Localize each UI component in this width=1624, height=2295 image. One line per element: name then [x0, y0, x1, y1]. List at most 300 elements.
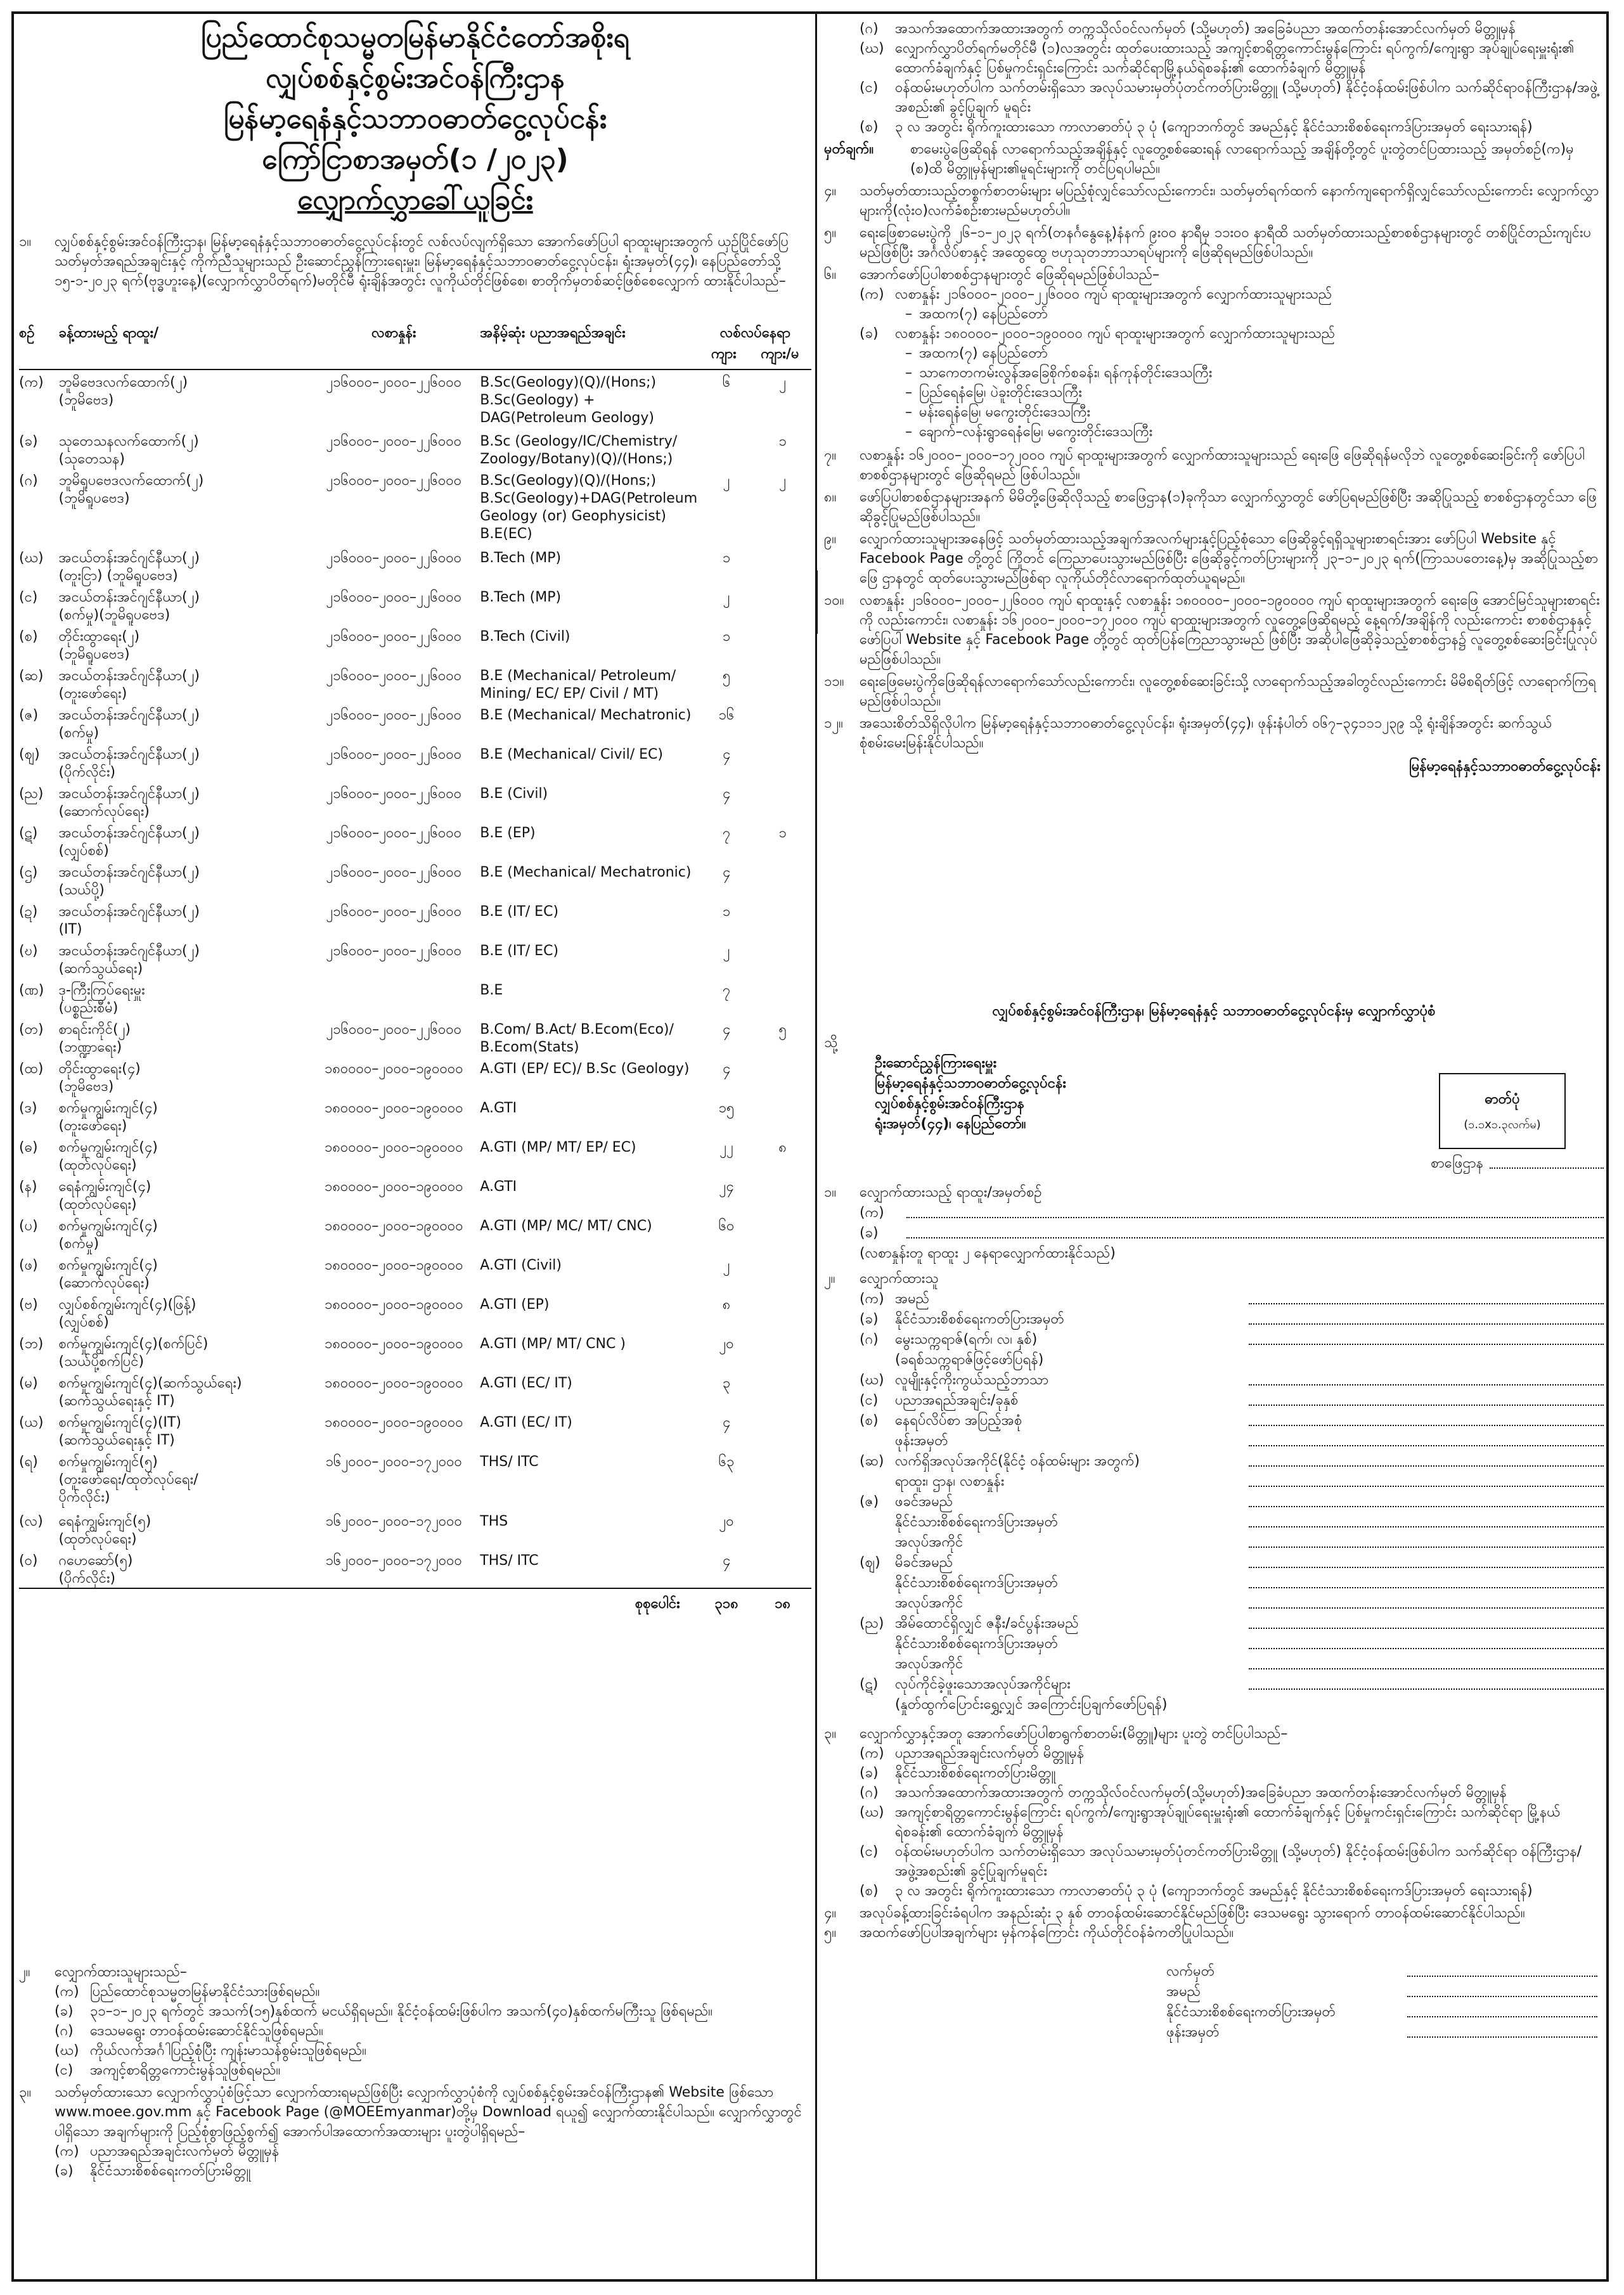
applicant-field — [824, 1472, 1604, 1492]
cell-no: (ဌ) — [19, 865, 38, 880]
attachment-item-text: အကျင့်စာရိတ္တကောင်းမွန်ကြောင်း ရပ်ကွက်/ကျေးရွာအုပ်ချုပ်ရေးမှူးရုံး၏ ထောက်ခံချက်နှင့် ပြစ်မှုကင်းရှင်းကြောင်း သက်ဆိုင်ရာ မြို့နယ်ရဲစခန်း၏ ထောက်ခံချက် မိတ္တူမှန် — [895, 1804, 1561, 1840]
cell-qualification: A.GTI (EP/ EC)/ B.Sc (Geology) — [480, 1061, 690, 1077]
header-line-2: လျှပ်စစ်နှင့်စွမ်းအင်ဝန်ကြီးဌာန — [266, 62, 565, 94]
header-line-1: ပြည်ထောင်စုသမ္မတမြန်မာနိုင်ငံတော်အစိုးရ — [201, 22, 629, 54]
field-input[interactable] — [1249, 1289, 1604, 1304]
cell-qualification: THS/ ITC — [480, 1553, 539, 1569]
cell-salary: ၁၈၀၀၀၀–၂၀၀၀–၁၉၀၀၀၀ — [324, 1100, 463, 1116]
eligibility-item — [19, 2021, 805, 2041]
cell-position: လျှပ်စစ်ကျွမ်းကျင်(၄)(ဖြန့်) (လျှပ်စစ်) — [58, 1297, 197, 1330]
applicant-field — [824, 1533, 1604, 1553]
applicant-field — [824, 1350, 1604, 1370]
cell-male: ၄ — [722, 747, 731, 762]
field-label: အလုပ်အကိုင် — [895, 1595, 963, 1611]
cell-position: စက်မှုကျွမ်းကျင်(၄) (ထုတ်လုပ်ရေး) — [58, 1140, 158, 1173]
field-label: ပညာအရည်အချင်း/ခုနှစ် — [895, 1392, 1019, 1408]
cell-either — [754, 1332, 811, 1371]
col-header-position: ခန့်ထားမည့် ရာထူး/ — [58, 323, 307, 370]
cell-salary: ၂၁၆၀၀၀–၂၀၀၀–၂၂၆၀၀၀ — [326, 589, 462, 605]
eligibility-item-label: (က) — [55, 1984, 79, 2000]
table-row — [19, 703, 811, 742]
total-label: စုစုပေါင်း — [480, 1588, 699, 1615]
field-label: လုပ်ကိုင်ခဲ့ဖူးသောအလုပ်အကိုင်များ — [895, 1676, 1071, 1692]
form-s3-items — [824, 1744, 1601, 1901]
cell-male: ၄ — [722, 1415, 731, 1430]
cell-no: (ခ) — [19, 434, 38, 449]
col-header-qualification: အနိမ့်ဆုံး ပညာအရည်အချင်း — [480, 323, 699, 370]
field-input[interactable] — [1249, 1472, 1604, 1487]
paragraph-text: အောက်ဖော်ပြပါစာစစ်ဌာနများတွင် ဖြေဆိုရမည်ဖြစ်ပါသည်– — [860, 267, 1160, 283]
attachment-item — [19, 2142, 805, 2161]
cell-qualification: B.E (Mechanical/ Mechatronic) — [480, 865, 692, 880]
field-input[interactable] — [1249, 1411, 1604, 1426]
cell-either — [754, 1253, 811, 1292]
section-3-items — [19, 2142, 805, 2181]
cell-male: ၁ — [722, 629, 731, 645]
eligibility-item — [19, 1982, 805, 2002]
address-line: ရုံးအမှတ်(၄၄)၊ နေပြည်တော်။ — [875, 1116, 1026, 1132]
signature-row — [1166, 1962, 1597, 1982]
cell-either: ၂ — [779, 375, 787, 390]
cell-qualification: B.Tech (MP) — [480, 550, 562, 566]
cell-male: ၁၆ — [718, 707, 735, 723]
field-input[interactable] — [1249, 1533, 1604, 1548]
cell-salary: ၂၁၆၀၀၀–၂၀၀၀–၂၂၆၀၀၀ — [326, 473, 462, 489]
table-row — [19, 1174, 811, 1214]
field-label-letter: (ဂ) — [860, 1332, 879, 1347]
cell-salary: ၂၁၆၀၀၀–၂၀၀၀–၂၂၆၀၀၀ — [326, 1022, 462, 1038]
form-s5-number: ၅။ — [824, 1925, 837, 1941]
field-label: ဖုန်းအမှတ် — [895, 1433, 948, 1449]
field-label-letter: (ဆ) — [860, 1453, 884, 1469]
cell-position: အငယ်တန်းအင်ဂျင်နီယာ(၂) (ဆောက်လုပ်ရေး) — [58, 786, 200, 820]
note — [824, 139, 1601, 179]
cell-no: (ဂ) — [19, 473, 38, 489]
note-text: စာမေးပွဲဖြေဆိုရန် လာရောက်သည့်အချိန်နှင့် လူတွေ့စစ်ဆေးရန် လာရောက်သည့် အချိန်တို့တွင် ပူးတွဲတင်ပြထားသည့် အမှတ်စဉ်(က)မှ (စ)ထိ မိတ္တူမှန်များ၏မူရင်းများကို တင်ပြရပါမည်။ — [910, 141, 1574, 177]
table-row — [19, 664, 811, 703]
cell-no: (န) — [19, 1179, 37, 1195]
paragraph-text: လျှောက်ထားသူများအနေဖြင့် သတ်မှတ်ထားသည့်အချက်အလက်များနှင့်ပြည့်စုံသော ဖြေဆိုခွင့်ရရှိသူများစာရင်းအား ဖော်ပြပါ Website နှင့် Facebook Page တို့တွင် ကြိုတင် ကြေညာပေးသွားမည်ဖြစ်ပြီး ဖြေဆိုခွင့်ကတ်ပြားများကို ၂၃–၁–၂၀၂၃ ရက်(ကြာသပတေးနေ့)မှ အဆိုပြုသည့်စာဖြေ ဌာနတွင် ထုတ်ပေးသွားမည်ဖြစ်ရာ လူကိုယ်တိုင်လာရောက်ထုတ်ယူရမည်။ — [860, 531, 1599, 586]
cell-position: ဂဟေဆော်(၅) (ပိုက်လိုင်း) — [58, 1553, 133, 1586]
cell-either — [754, 1509, 811, 1548]
cell-no: (ဘ) — [19, 1336, 44, 1352]
cell-either — [754, 585, 811, 624]
cell-qualification: B.E (IT/ EC) — [480, 943, 559, 959]
cell-position: ဘူမိရူပဗေဒလက်ထောက်(၂) (ဘူမိရူပဗေဒ) — [58, 473, 204, 506]
field-input[interactable] — [1249, 1391, 1604, 1406]
form-s2-number: ၂။ — [824, 1271, 835, 1287]
cell-male: ၆ — [722, 375, 731, 390]
attachment-item — [824, 117, 1601, 137]
cell-salary: ၁၈၀၀၀၀–၂၀၀၀–၁၉၀၀၀၀ — [324, 1061, 463, 1077]
cell-male: ၃ — [722, 1375, 731, 1391]
field-input[interactable] — [1249, 1553, 1604, 1568]
eligibility-item-text: ကိုယ်လက်အင်္ဂါပြည့်စုံပြီး ကျန်းမာသန်စွမ်းသူဖြစ်ရမည်။ — [90, 2043, 366, 2059]
cell-male: ၁ — [722, 904, 731, 920]
cell-no: (ဇ) — [19, 707, 39, 723]
attachment-item-text: ၃ လ အတွင်း ရိုက်ကူးထားသော ကာလာဓာတ်ပုံ ၃ ပုံ (ကျောဘက်တွင် အမည်နှင့် နိုင်ငံသားစိစစ်ရေးကဒ်ပြားအမှတ် ရေးသားရန်) — [895, 119, 1533, 135]
cell-salary: ၂၁၆၀၀၀–၂၀၀၀–၂၂၆၀၀၀ — [326, 707, 462, 723]
cell-either — [754, 899, 811, 939]
table-row — [19, 1410, 811, 1450]
cell-no: (တ) — [19, 1022, 44, 1038]
attachment-item — [824, 19, 1601, 39]
applicant-field — [824, 1391, 1604, 1411]
attachment-item — [824, 1783, 1601, 1803]
cell-qualification: A.GTI (MP/ MC/ MT/ CNC) — [480, 1218, 652, 1234]
paragraph-number: ၄။ — [824, 183, 837, 199]
cell-either: ၂ — [779, 473, 787, 489]
field-input[interactable] — [1249, 1573, 1604, 1588]
cell-no: (ဒ) — [19, 1100, 37, 1116]
position-choice-1-input[interactable] — [906, 1203, 1604, 1218]
signature-label: ဖုန်းအမှတ် — [1166, 2024, 1220, 2040]
exam-center-item: – သာကေတကမ်းလွန်အခြေစိုက်စခန်း၊ ရန်ကုန်တိုင်းဒေသကြီး — [824, 363, 1601, 383]
cell-qualification: A.GTI (EP) — [480, 1297, 550, 1313]
field-input[interactable] — [1249, 1593, 1604, 1609]
attachment-item-text: ဝန်ထမ်းမဟုတ်ပါက သက်တမ်းရှိသော အလုပ်သမားမှတ်ပုံတင်ကတ်ပြားမိတ္တူ (သို့မဟုတ်) နိုင်ငံ့ဝန်ထမ်းဖြစ်ပါက သက်ဆိုင်ရာဝန်ကြီးဌာန/အဖွဲ့အစည်း၏ ခွင့်ပြုချက် မူရင်း — [895, 80, 1598, 115]
cell-qualification: A.GTI (EC/ IT) — [480, 1375, 572, 1391]
signature-input[interactable] — [1407, 1982, 1597, 1997]
cell-male: ၄ — [722, 1553, 731, 1569]
cell-qualification: B.Tech (MP) — [480, 589, 562, 605]
table-row — [19, 1509, 811, 1548]
applicant-field — [824, 1695, 1604, 1715]
attachment-item — [824, 1803, 1601, 1842]
cell-salary: ၂၁၆၀၀၀–၂၀၀၀–၂၂၆၀၀၀ — [326, 668, 462, 684]
col-header-vacancy — [699, 323, 811, 370]
cell-qualification: B.E (Mechanical/ Petroleum/ Mining/ EC/ EP/ Civil / MT) — [480, 668, 676, 702]
field-input[interactable] — [1249, 1614, 1604, 1629]
field-label: အမည် — [895, 1291, 930, 1307]
cell-male: ၂၂ — [719, 1140, 733, 1155]
section-2 — [19, 1962, 805, 1982]
paragraph-number: ၉။ — [824, 531, 837, 547]
eligibility-item-label: (င) — [55, 2062, 74, 2078]
field-label: (နှုတ်ထွက်ပြောင်းရွှေ့လျှင် အကြောင်းပြချက်ဖော်ပြရန်) — [895, 1697, 1168, 1713]
attachment-item-label: (ခ) — [860, 1765, 879, 1781]
table-row — [19, 860, 811, 899]
cell-qualification: B.Sc (Geology/IC/Chemistry/ Zoology/Botany)(Q)/(Hons;) — [480, 434, 678, 467]
form-s3-number: ၃။ — [824, 1726, 837, 1742]
cell-position: စက်မှုကျွမ်းကျင်(၄)(ဆက်သွယ်ရေး) (ဆက်သွယ်ရေးနှင့် IT) — [58, 1375, 242, 1409]
cell-salary: ၂၁၆၀၀၀–၂၀၀၀–၂၂၆၀၀၀ — [326, 550, 462, 566]
paragraphs-4-6 — [824, 181, 1601, 285]
attachment-item-label: (ခ) — [55, 2163, 74, 2179]
form-s1-note-text: (လစာနှုန်းတူ ရာထူး ၂ နေရာလျှောက်ထားနိုင်သည်) — [860, 1245, 1116, 1261]
field-input[interactable] — [1249, 1431, 1604, 1446]
cell-no: (ည) — [19, 786, 44, 802]
field-label-letter: (က) — [860, 1291, 884, 1307]
position-choice-2-input[interactable] — [906, 1223, 1604, 1238]
eligibility-item-label: (ဃ) — [55, 2043, 79, 2059]
cell-male: ၂ — [723, 473, 730, 489]
cell-no: (ရ) — [19, 1454, 38, 1470]
field-input[interactable] — [1249, 1675, 1604, 1690]
field-label: လက်ရှိအလုပ်အကိုင်(နိုင်ငံ့ ဝန်ထမ်းများ အတွက်) — [895, 1453, 1140, 1469]
cell-position: အငယ်တန်းအင်ဂျင်နီယာ(၂) (စက်မှု)(ဘူမိရူပဗေဒ) — [58, 589, 200, 623]
intro-text: လျှပ်စစ်နှင့်စွမ်းအင်ဝန်ကြီးဌာန၊ မြန်မာ့ရေနံနှင့်သဘာဝဓာတ်ငွေ့လုပ်ငန်းတွင် လစ်လပ်လျက်ရှိသော အောက်ဖော်ပြပါ ရာထူးများအတွက် ယှဉ်ပြိုင်ဖော်ပြသတ်မှတ်အရည်အချင်းနှင့် ကိုက်ညီသူများသည် ဦးဆောင်ညွှန်ကြားရေးမှူး၊ မြန်မာ့ရေနံနှင့်သဘာဝဓာတ်ငွေ့လုပ်ငန်း၊ ရုံးအမှတ်(၄၄)၊ နေပြည်တော်သို့ ၁၅-၁-၂၀၂၃ ရက်(ဗုဒ္ဓဟူးနေ့)(လျှောက်လွှာပိတ်ရက်)မတိုင်မီ ရုံးချိန်အတွင်း လူကိုယ်တိုင်ဖြစ်စေ၊ စာတိုက်မှတစ်ဆင့်ဖြစ်စေလျှောက် ထားနိုင်ပါသည်– — [55, 234, 789, 289]
cell-salary: ၁၆၂၀၀၀–၂၀၀၀–၁၇၂၀၀၀ — [325, 1553, 462, 1569]
attachment-item-text: နိုင်ငံသားစိစစ်ရေးကတ်ပြားမိတ္တူ — [895, 1765, 1056, 1781]
cell-salary: ၂၁၆၀၀၀–၂၀၀၀–၂၂၆၀၀၀ — [326, 629, 462, 645]
cell-male: ၄ — [722, 786, 731, 802]
paragraph — [824, 487, 1601, 527]
attachment-item-label: (ဃ) — [860, 41, 884, 56]
table-row — [19, 781, 811, 821]
form-s1 — [824, 1183, 1604, 1203]
attachment-item — [824, 1744, 1601, 1763]
table-row — [19, 742, 811, 781]
paragraph-number: ၆။ — [824, 267, 837, 283]
cell-male: ၆၃ — [718, 1454, 735, 1470]
paragraph-number: ၁၀။ — [824, 593, 844, 608]
cell-position: ဒု-ကြီးကြပ်ရေးမှူး (ပစ္စည်းစီမံ) — [58, 982, 145, 1016]
table-row — [19, 1057, 811, 1096]
paragraph-number: ၁၁။ — [824, 674, 844, 690]
cell-either — [754, 1174, 811, 1214]
signature-label: အမည် — [1166, 1984, 1201, 2000]
cell-position: စက်မှုကျွမ်းကျင်(၄)(IT) (ဆက်သွယ်ရေးနှင့် IT) — [58, 1415, 181, 1448]
applicant-field — [824, 1593, 1604, 1614]
applicant-field — [824, 1614, 1604, 1634]
left-bottom-section — [19, 1962, 805, 2181]
paragraph — [824, 672, 1601, 711]
cell-male — [699, 429, 754, 468]
right-top-section — [824, 19, 1601, 776]
cell-no: (ဋ) — [19, 825, 38, 841]
attachment-item-text: အသက်အထောက်အထားအတွက် တက္ကသိုလ်ဝင်လက်မှတ် (သို့မဟုတ်) အခြေခံပညာ အထက်တန်းအောင်လက်မှတ် မိတ္တူမှန် — [895, 21, 1516, 37]
field-label-letter: (င) — [860, 1392, 879, 1408]
eligibility-item-text: အကျင့်စာရိတ္တကောင်းမွန်သူဖြစ်ရမည်။ — [90, 2062, 281, 2078]
applicant-field — [824, 1309, 1604, 1330]
applicant-field — [824, 1451, 1604, 1472]
eligibility-item-text: ဒေသမရွေး တာဝန်ထမ်းဆောင်နိုင်သူဖြစ်ရမည်။ — [90, 2023, 323, 2039]
section-3-number: ၃။ — [19, 2085, 32, 2100]
field-input[interactable] — [1249, 1654, 1604, 1669]
cell-no: (ဆ) — [19, 668, 44, 684]
total-male: ၃၁၈ — [699, 1588, 754, 1615]
cell-male: ၂၄ — [719, 1179, 734, 1195]
cell-position: စက်မှုကျွမ်းကျင်(၅) (တူးဖော်ရေး/ထုတ်လုပ်ရေး/ ပိုက်လိုင်း) — [58, 1454, 198, 1505]
signature-row — [1166, 2022, 1597, 2043]
paragraph — [824, 529, 1601, 588]
form-s2-text: လျှောက်ထားသူ — [860, 1271, 939, 1287]
cell-male: ၂ — [723, 589, 730, 605]
field-input[interactable] — [1249, 1370, 1604, 1385]
cell-no: (ဃ) — [19, 550, 44, 566]
table-row — [19, 939, 811, 978]
table-row — [19, 1135, 811, 1174]
cell-salary: ၂၁၆၀၀၀–၂၀၀၀–၂၂၆၀၀၀ — [326, 865, 462, 880]
table-row — [19, 1253, 811, 1292]
applicant-field — [824, 1512, 1604, 1533]
cell-male: ၇ — [722, 825, 731, 841]
attachment-item-label: (စ) — [860, 119, 879, 135]
exam-center-item: – ပြည်ရေနံမြေ၊ ပဲခူးတိုင်းဒေသကြီး — [824, 383, 1601, 402]
col-header-either: ကျား/မ — [761, 346, 799, 362]
signature-fields — [1166, 1962, 1597, 2043]
cell-no: (က) — [19, 375, 44, 390]
cell-salary: ၁၆၂၀၀၀–၂၀၀၀–၁၇၂၀၀၀ — [325, 1454, 462, 1470]
paragraph-text: ရေးဖြေမေးပွဲကိုဖြေဆိုရန်လာရောက်သော်လည်းကောင်း၊ လူတွေ့စစ်ဆေးခြင်းသို့ လာရောက်သည့်အခါတွင်လည်းကောင်း မိမိစရိတ်ဖြင့် လာရောက်ကြရမည်ဖြစ်ပါသည်။ — [860, 674, 1597, 709]
attachment-item-label: (င) — [860, 1844, 879, 1860]
cell-qualification: A.GTI (MP/ MT/ EP/ EC) — [480, 1140, 636, 1155]
cell-position: အငယ်တန်းအင်ဂျင်နီယာ(၂) (ဆက်သွယ်ရေး) — [58, 943, 200, 977]
positions-table-body — [19, 370, 811, 1588]
paragraph-text: အသေးစိတ်သိရှိလိုပါက မြန်မာ့ရေနံနှင့်သဘာဝဓာတ်ငွေ့လုပ်ငန်း၊ ရုံးအမှတ်(၄၄)၊ ဖုန်းနံပါတ် ၀၆၇–၃၄၁၁၁၂၃၉ သို့ ရုံးချိန်အတွင်း ဆက်သွယ်စုံစမ်းမေးမြန်းနိုင်ပါသည်။ — [860, 716, 1552, 751]
cell-male: ၈ — [722, 1297, 731, 1313]
field-input[interactable] — [1249, 1451, 1604, 1467]
table-row — [19, 1017, 811, 1057]
cell-male: ၆၀ — [718, 1218, 735, 1234]
cell-position: ရေနံကျွမ်းကျင်(၄) (ထုတ်လုပ်ရေး) — [58, 1179, 151, 1212]
signature-input[interactable] — [1407, 2022, 1597, 2038]
attachment-item-label: (စ) — [860, 1883, 879, 1899]
para-6a-text: လစာနှုန်း ၂၁၆၀၀၀–၂၀၀၀–၂၂၆၀၀၀ ကျပ် ရာထူးများအတွက် လျှောက်ထားသူများသည် — [895, 286, 1332, 302]
eligibility-item-label: (ခ) — [55, 2003, 74, 2019]
cell-position: စက်မှုကျွမ်းကျင်(၄) (တူးဖော်ရေး) — [58, 1100, 158, 1134]
attachment-item-label: (က) — [860, 1745, 884, 1761]
field-label-letter: (ည) — [860, 1616, 884, 1631]
paragraph — [824, 446, 1601, 485]
field-label-letter: (ဃ) — [860, 1372, 884, 1388]
attachment-item-label: (ဂ) — [860, 1785, 879, 1801]
cell-either — [754, 1292, 811, 1332]
intro-number: ၁။ — [19, 234, 32, 250]
section-2-text: လျှောက်ထားသူများသည်– — [55, 1964, 187, 1980]
table-row — [19, 370, 811, 429]
cell-either — [754, 742, 811, 781]
form-s1-note — [824, 1244, 1604, 1264]
table-row — [19, 585, 811, 624]
attachment-item-text: ၃ လ အတွင်း ရိုက်ကူးထားသော ကာလာဓာတ်ပုံ ၃ ပုံ (ကျောဘက်တွင် အမည်နှင့် နိုင်ငံသားစိစစ်ရေးကဒ်ပြားအမှတ် ရေးသားရန်) — [895, 1883, 1533, 1899]
field-label: အလုပ်အကိုင် — [895, 1534, 963, 1550]
signature-input[interactable] — [1407, 2002, 1597, 2017]
cell-position: စက်မှုကျွမ်းကျင်(၄) (စက်မှု) — [58, 1218, 158, 1252]
cell-either — [754, 939, 811, 978]
cell-either — [754, 978, 811, 1017]
applicant-field — [824, 1330, 1604, 1350]
cell-qualification: B.Com/ B.Act/ B.Ecom(Eco)/ B.Ecom(Stats) — [480, 1022, 674, 1055]
para-6a-label: (က) — [860, 286, 884, 302]
field-input[interactable] — [1249, 1492, 1604, 1507]
signature-row — [1166, 1982, 1597, 2002]
cell-male: ၇ — [722, 982, 731, 998]
eligibility-item-label: (ဂ) — [55, 2023, 74, 2039]
cell-either: ၈ — [778, 1140, 787, 1155]
field-label: ဖခင်အမည် — [895, 1494, 953, 1510]
cell-position: အငယ်တန်းအင်ဂျင်နီယာ(၂) (လျှပ်စစ်) — [58, 825, 200, 859]
table-row — [19, 821, 811, 860]
signature-block: မြန်မာ့ရေနံနှင့်သဘာဝဓာတ်ငွေ့လုပ်ငန်း — [1409, 759, 1601, 775]
exam-center-row — [824, 1154, 1604, 1174]
table-row — [19, 1332, 811, 1371]
form-title: လျှပ်စစ်နှင့်စွမ်းအင်ဝန်ကြီးဌာန၊ မြန်မာ့ရေနံနှင့် သဘာဝဓာတ်ငွေ့လုပ်ငန်းမှ လျှောက်လွှာပုံစံ — [992, 1003, 1436, 1019]
field-input[interactable] — [1249, 1309, 1604, 1325]
header — [19, 18, 811, 221]
eligibility-item — [19, 2060, 805, 2080]
field-label: ရာထူး၊ ဌာန၊ လစာနှုန်း — [895, 1474, 1005, 1489]
para-6a-centers — [824, 304, 1601, 324]
signature-input[interactable] — [1407, 1962, 1597, 1977]
attachment-item-label: (င) — [860, 80, 879, 96]
cell-salary: ၂၁၆၀၀၀–၂၀၀၀–၂၂၆၀၀၀ — [326, 747, 462, 762]
table-row — [19, 1548, 811, 1588]
field-label: လူမျိုးနှင့်ကိုးကွယ်သည့်ဘာသာ — [895, 1372, 1049, 1388]
field-label-letter: (ဋ) — [860, 1676, 879, 1692]
applicant-field — [824, 1370, 1604, 1391]
cell-salary: ၁၆၂၀၀၀–၂၀၀၀–၁၇၂၀၀၀ — [325, 1514, 462, 1529]
positions-table — [19, 323, 811, 1615]
cell-either — [754, 1548, 811, 1588]
field-label-letter: (ခ) — [860, 1311, 879, 1327]
cell-position: သုတေသနလက်ထောက်(၂) (သုတေသန) — [58, 434, 199, 467]
field-input[interactable] — [1249, 1330, 1604, 1345]
cell-either — [754, 546, 811, 585]
cell-position: အငယ်တန်းအင်ဂျင်နီယာ(၂) (တူးဖော်ရေး) — [58, 668, 200, 702]
cell-either — [754, 703, 811, 742]
exam-center-input[interactable] — [1490, 1154, 1604, 1169]
exam-center-item: – အထက(၇) နေပြည်တော် — [824, 304, 1601, 324]
field-label: နိုင်ငံသားစိစစ်ရေးကဒ်ပြားအမှတ် — [895, 1636, 1059, 1652]
paragraph — [824, 714, 1601, 753]
cell-male: ၂ — [723, 1257, 730, 1273]
field-input[interactable] — [1249, 1634, 1604, 1649]
applicant-field — [824, 1573, 1604, 1593]
cell-no: (င) — [19, 589, 38, 605]
cell-salary: ၂၁၆၀၀၀–၂၀၀၀–၂၂၆၀၀၀ — [326, 786, 462, 802]
margin-bracket — [816, 570, 818, 634]
field-label: နိုင်ငံသားစိစစ်ရေးကဒ်ပြားအမှတ် — [895, 1575, 1059, 1591]
field-label: နိုင်ငံသားစိစစ်ရေးကဒ်ပြားအမှတ် — [895, 1514, 1059, 1530]
paragraphs-7-12 — [824, 446, 1601, 753]
eligibility-item-text: ပြည်ထောင်စုသမ္မတမြန်မာနိုင်ငံသားဖြစ်ရမည်။ — [90, 1984, 320, 2000]
attachment-item — [19, 2161, 805, 2181]
cell-position: အငယ်တန်းအင်ဂျင်နီယာ(၂) (တူးငြာ) (ဘူမိရူပဗေဒ) — [58, 550, 200, 584]
table-row — [19, 1371, 811, 1410]
cell-position: ဘူမိဗေဒလက်ထောက်(၂) (ဘူမိဗေဒ) — [58, 375, 188, 408]
cell-salary: ၁၈၀၀၀၀–၂၀၀၀–၁၉၀၀၀၀ — [324, 1257, 463, 1273]
cell-position: အငယ်တန်းအင်ဂျင်နီယာ(၂) (ပိုက်လိုင်း) — [58, 747, 200, 780]
paragraph — [824, 591, 1601, 669]
attachment-item-label: (ဃ) — [860, 1804, 884, 1820]
paragraph-text: လစာနှုန်း ၂၁၆၀၀၀–၂၀၀၀–၂၂၆၀၀၀ ကျပ် ရာထူးနှင့် လစာနှုန်း ၁၈၀၀၀၀–၂၀၀၀–၁၉၀၀၀၀ ကျပ် ရာထူးများအတွက် ရေးဖြေ အောင်မြင်သူများစာရင်းကို လည်းကောင်း၊ လစာနှုန်း ၁၆၂၀၀၀–၂၀၀၀–၁၇၂၀၀၀ ကျပ် ရာထူးများအတွက် လူတွေ့ဖြေဆိုရမည့် နေ့ရက်/အချိန်ကို လည်းကောင်း စာစစ်ဌာနနှင့် ဖော်ပြပါ Website နှင့် Facebook Page တို့တွင် ထုတ်ပြန်ကြေညာသွားမည် ဖြစ်ပြီး အဆိုပါဖြေဆိုခဲ့သည့်စာစစ်ဌာန၌ လူတွေ့စစ်ဆေးခြင်းပြုလုပ်မည်ဖြစ်ပါသည်။ — [860, 593, 1600, 667]
eligibility-item — [19, 2041, 805, 2060]
cell-either: ၅ — [778, 1022, 787, 1038]
section-2-number: ၂။ — [19, 1964, 30, 1980]
cell-no: (ယ) — [19, 1415, 44, 1430]
para-6b-text: လစာနှုန်း ၁၈၀၀၀၀–၂၀၀၀–၁၉၀၀၀၀ ကျပ် ရာထူးများအတွက် လျှောက်ထားသူများသည် — [895, 326, 1336, 342]
cell-no: (မ) — [19, 1375, 38, 1391]
attachment-item-text: ပညာအရည်အချင်းလက်မှတ် မိတ္တူမှန် — [90, 2144, 280, 2159]
applicant-field — [824, 1431, 1604, 1451]
cell-male: ၂ — [723, 943, 730, 959]
field-label: နိုင်ငံသားစိစစ်ရေးကတ်ပြားအမှတ် — [895, 1311, 1064, 1327]
cell-position: စက်မှုကျွမ်းကျင်(၄) (ဆောက်လုပ်ရေး) — [58, 1257, 158, 1291]
cell-either — [754, 624, 811, 664]
paragraph-number: ၅။ — [824, 225, 837, 241]
cell-qualification: B.E (Mechanical/ Mechatronic) — [480, 707, 692, 723]
field-input[interactable] — [1249, 1512, 1604, 1527]
column-divider — [815, 13, 817, 2282]
attachment-item — [824, 78, 1601, 117]
total-either: ၁၈ — [754, 1588, 811, 1615]
attachment-item — [824, 1842, 1601, 1881]
cell-male: ၄ — [722, 865, 731, 880]
cell-salary: ၂၁၆၀၀၀–၂၀၀၀–၂၂၆၀၀၀ — [326, 825, 462, 841]
form-s1-b-label: (ခ) — [860, 1225, 879, 1241]
